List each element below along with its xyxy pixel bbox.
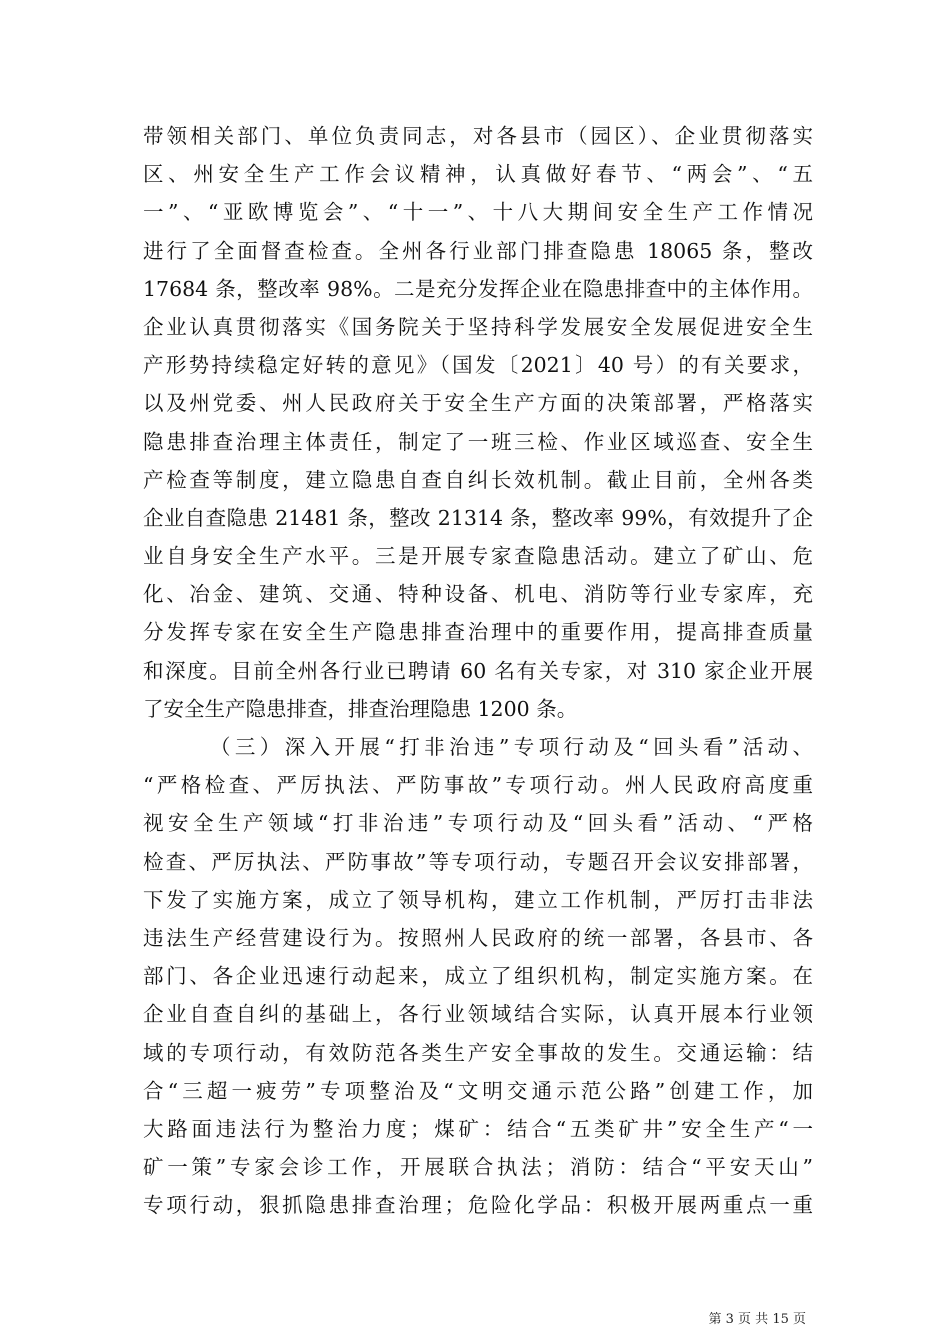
text-line: 和深度。目前全州各行业已聘请 60 名有关专家，对 310 家企业开展: [143, 658, 813, 683]
text-line: 域的专项行动，有效防范各类生产安全事故的发生。交通运输：结: [143, 1040, 813, 1065]
text-line: 企业自查自纠的基础上，各行业领域结合实际，认真开展本行业领: [143, 1002, 813, 1027]
text-line: 区、州安全生产工作会议精神，认真做好春节、“两会”、“五: [143, 162, 813, 187]
text-line: 产形势持续稳定好转的意见》（国发〔2021〕40 号）的有关要求，: [143, 353, 813, 378]
text-line: 大路面违法行为整治力度；煤矿：结合“五类矿井”安全生产“一: [143, 1116, 813, 1141]
text-line: 一”、“亚欧博览会”、“十一”、十八大期间安全生产工作情况: [143, 200, 813, 225]
text-line: 合“三超一疲劳”专项整治及“文明交通示范公路”创建工作，加: [143, 1078, 813, 1103]
text-line: 检查、严厉执法、严防事故”等专项行动，专题召开会议安排部署，: [143, 849, 813, 874]
text-line: 产检查等制度，建立隐患自查自纠长效机制。截止目前，全州各类: [143, 467, 813, 492]
text-line: 部门、各企业迅速行动起来，成立了组织机构，制定实施方案。在: [143, 964, 813, 989]
document-body: [143, 117, 813, 1224]
text-line: 分发挥专家在安全生产隐患排查治理中的重要作用，提高排查质量: [143, 620, 813, 645]
text-line: 以及州党委、州人民政府关于安全生产方面的决策部署，严格落实: [143, 391, 813, 416]
text-line: 违法生产经营建设行为。按照州人民政府的统一部署，各县市、各: [143, 925, 813, 950]
text-line: 视安全生产领域“打非治违”专项行动及“回头看”活动、“严格: [143, 811, 813, 836]
text-line: 企业认真贯彻落实《国务院关于坚持科学发展安全发展促进安全生: [143, 314, 813, 339]
text-line: 了安全生产隐患排查，排查治理隐患 1200 条。: [143, 696, 578, 721]
text-line: 17684 条，整改率 98%。二是充分发挥企业在隐患排查中的主体作用。: [143, 276, 813, 301]
text-line: 进行了全面督查检查。全州各行业部门排查隐患 18065 条，整改: [143, 238, 813, 263]
text-line: 业自身安全生产水平。三是开展专家查隐患活动。建立了矿山、危: [143, 544, 813, 569]
text-line: 带领相关部门、单位负责同志，对各县市（园区）、企业贯彻落实: [143, 124, 813, 148]
text-line: 专项行动，狠抓隐患排查治理；危险化学品：积极开展两重点一重: [143, 1193, 813, 1218]
page-number: 第 3 页 共 15 页: [708, 1312, 806, 1327]
text-line: 化、冶金、建筑、交通、特种设备、机电、消防等行业专家库，充: [143, 582, 813, 607]
text-line: 下发了实施方案，成立了领导机构，建立工作机制，严厉打击非法: [143, 887, 813, 912]
section-heading-line: （三）深入开展“打非治违”专项行动及“回头看”活动、: [210, 735, 813, 759]
text-line: “严格检查、严厉执法、严防事故”专项行动。州人民政府高度重: [143, 773, 813, 798]
text-line: 企业自查隐患 21481 条，整改 21314 条，整改率 99%，有效提升了企: [143, 505, 813, 530]
text-line: 矿一策”专家会诊工作，开展联合执法；消防：结合“平安天山”: [143, 1155, 813, 1180]
text-line: 隐患排查治理主体责任，制定了一班三检、作业区域巡查、安全生: [143, 429, 813, 454]
